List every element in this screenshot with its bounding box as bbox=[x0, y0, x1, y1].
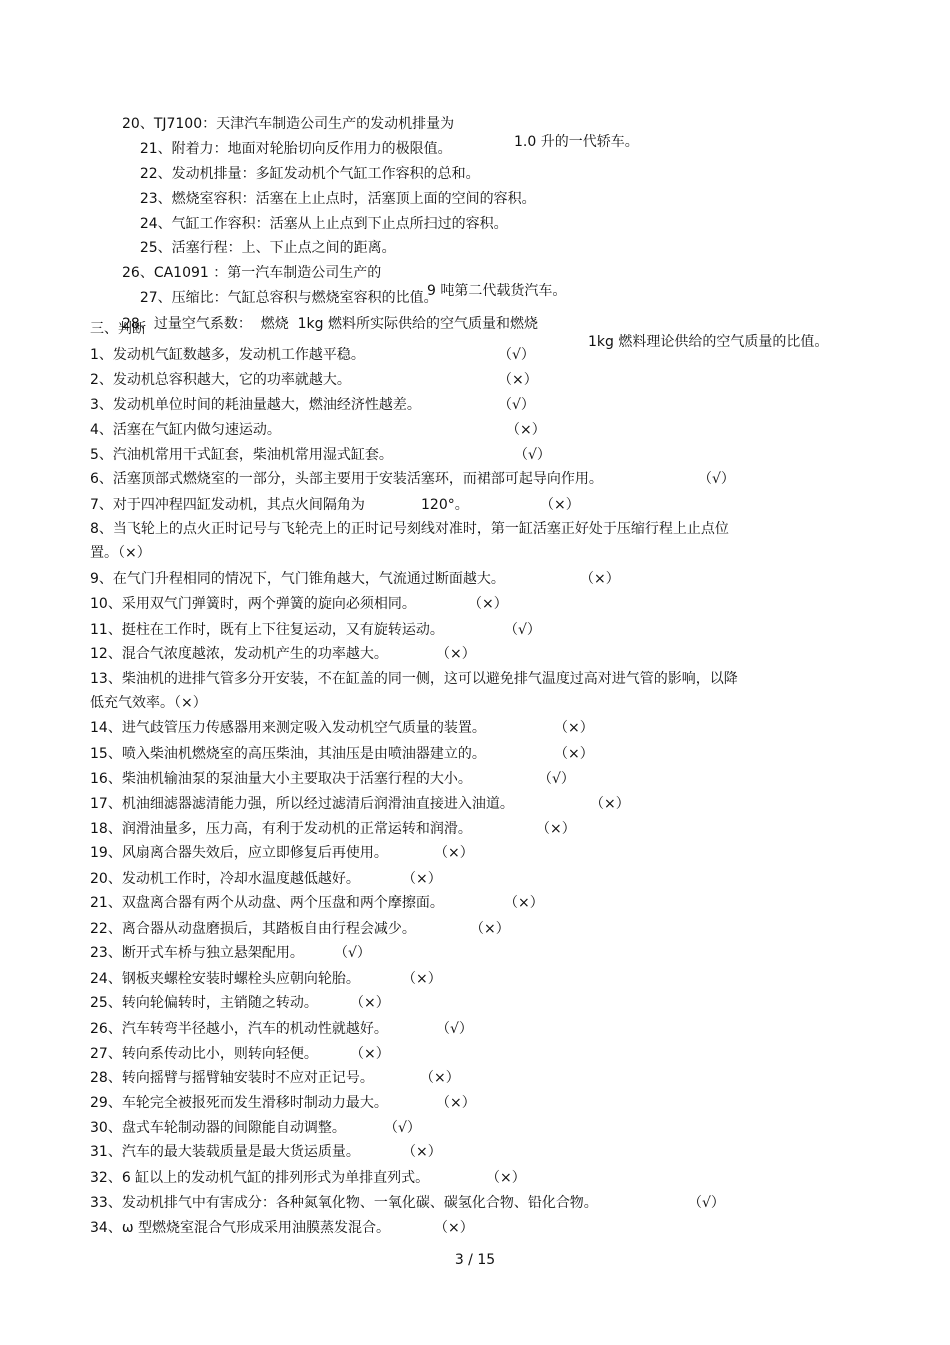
judgment-mark: （×） bbox=[540, 497, 580, 513]
definition-item: 25、活塞行程：上、下止点之间的距离。 bbox=[139, 240, 396, 256]
judgment-mark: （√） bbox=[504, 622, 541, 638]
judgment-mark: （√） bbox=[698, 471, 735, 487]
judgment-mark: （×） bbox=[504, 895, 544, 911]
judgment-mark: （√） bbox=[334, 945, 371, 961]
judgment-item: 8、当飞轮上的点火正时记号与飞轮壳上的正时记号刻线对准时，第一缸活塞正好处于压缩行程上止点位 bbox=[90, 521, 729, 537]
definition-item: 20、TJ7100：天津汽车制造公司生产的发动机排量为 1.0 升的一代轿车。 bbox=[122, 116, 639, 150]
definition-item: 23、燃烧室容积：活塞在上止点时，活塞顶上面的空间的容积。 bbox=[139, 191, 536, 207]
judgment-mark: （√） bbox=[498, 347, 535, 363]
definition-item: 21、附着力：地面对轮胎切向反作用力的极限值。 bbox=[139, 141, 452, 157]
judgment-mark: （×） bbox=[436, 1095, 476, 1111]
judgment-mark: （×） bbox=[420, 1070, 460, 1086]
judgment-mark: （×） bbox=[436, 646, 476, 662]
judgment-mark: （×） bbox=[554, 746, 594, 762]
judgment-mark: （√） bbox=[538, 771, 575, 787]
judgment-mark: （×） bbox=[434, 845, 474, 861]
judgment-mark: （√） bbox=[436, 1021, 473, 1037]
judgment-continuation: 低充气效率。（×） bbox=[90, 695, 207, 711]
judgment-mark: （×） bbox=[498, 372, 538, 388]
definition-item: 22、发动机排量：多缸发动机个气缸工作容积的总和。 bbox=[139, 166, 480, 182]
judgment-continuation: 置。（×） bbox=[90, 545, 151, 561]
judgment-mark: （×） bbox=[590, 796, 630, 812]
definition-item: 28、过量空气系数： 燃烧 1kg 燃料所实际供给的空气质量和燃烧 1kg 燃料理论供给的空气质量的比值。 bbox=[122, 316, 829, 350]
judgment-mark: （×） bbox=[536, 821, 576, 837]
judgment-mark: （√） bbox=[688, 1195, 725, 1211]
definition-item: 24、气缸工作容积：活塞从上止点到下止点所扫过的容积。 bbox=[139, 216, 508, 232]
judgment-mark: （×） bbox=[350, 995, 390, 1011]
definition-item: 26、CA1091 ：第一汽车制造公司生产的 9 吨第二代载货汽车。 bbox=[122, 265, 567, 299]
judgment-mark: （×） bbox=[402, 871, 442, 887]
section-title: 三、判断 bbox=[90, 321, 146, 337]
judgment-mark: （×） bbox=[554, 720, 594, 736]
judgment-mark: （×） bbox=[486, 1170, 526, 1186]
judgment-mark: （×） bbox=[402, 1144, 442, 1160]
judgment-mark: （√） bbox=[384, 1120, 421, 1136]
judgment-mark: （×） bbox=[350, 1046, 390, 1062]
judgment-mark: （√） bbox=[498, 397, 535, 413]
judgment-mark: （×） bbox=[402, 971, 442, 987]
definition-item: 27、压缩比：气缸总容积与燃烧室容积的比值。 bbox=[139, 290, 438, 306]
judgment-mark: （×） bbox=[580, 571, 620, 587]
judgment-mark: （×） bbox=[470, 921, 510, 937]
judgment-mark: （×） bbox=[434, 1220, 474, 1236]
judgment-item: 13、柴油机的进排气管多分开安装，不在缸盖的同一侧，这可以避免排气温度过高对进气管的影响，以降 bbox=[90, 671, 738, 687]
judgment-mark: （√） bbox=[514, 447, 551, 463]
judgment-mark: （×） bbox=[506, 422, 546, 438]
judgment-mark: （×） bbox=[468, 596, 508, 612]
page-number: 3 / 15 bbox=[454, 1252, 496, 1268]
